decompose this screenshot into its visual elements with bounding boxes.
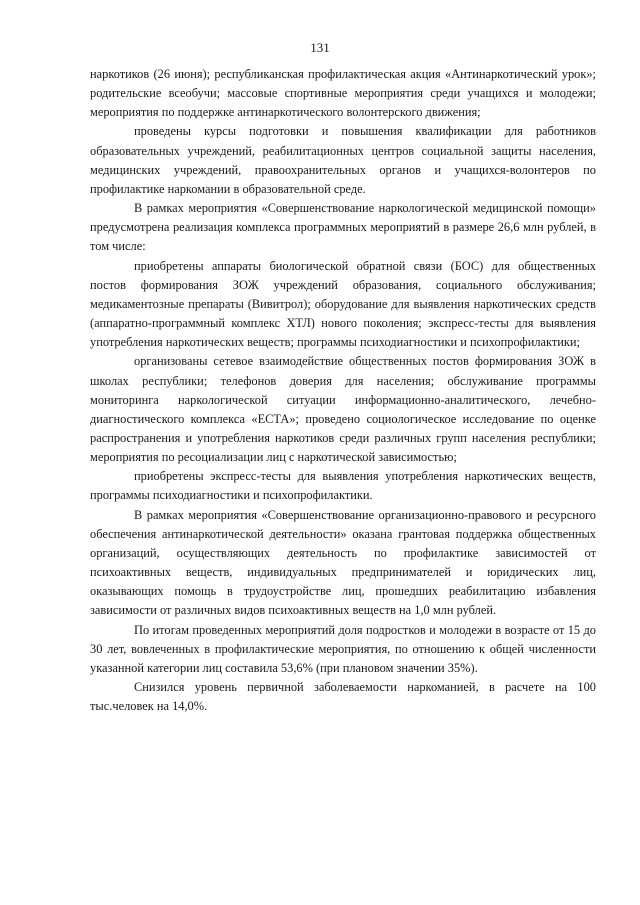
paragraph: Снизился уровень первичной заболеваемости наркоманией, в расчете на 100 тыс.человек на 14,0%. xyxy=(90,680,596,714)
paragraph: проведены курсы подготовки и повышения квалификации для работников образовательных учреждений, реабилитационных центров социальной защиты населения, медицинских учреждений, правоохранительных органов и учащихся-волонтеров по профилактике наркомании в образовательной среде. xyxy=(90,124,596,196)
page-number: 131 xyxy=(310,40,330,55)
paragraph: наркотиков (26 июня); республиканская профилактическая акция «Антинаркотический урок»; родительские всеобучи; массовые спортивные мероприятия среди учащихся и молодежи; мероприятия по поддержке антинаркотического волонтерского движения; xyxy=(90,67,596,120)
paragraph: организованы сетевое взаимодействие общественных постов формирования ЗОЖ в школах республики; телефонов доверия для населения; обслуживание программы мониторинга наркологической ситуации информационно-аналитического, лечебно-диагностического комплекса «ЕСТА»; проведено социологическое исследование по оценке распространения и употребления наркотиков среди различных групп населения республики; мероприятия по ресоциализации лиц с наркотической зависимостью; xyxy=(90,354,596,465)
paragraph: В рамках мероприятия «Совершенствование наркологической медицинской помощи» предусмотрена реализация комплекса программных мероприятий в размере 26,6 млн рублей, в том числе: xyxy=(90,201,596,254)
paragraph: приобретены экспресс-тесты для выявления употребления наркотических веществ, программы психодиагностики и психопрофилактики. xyxy=(90,469,596,503)
paragraph: приобретены аппараты биологической обратной связи (БОС) для общественных постов формирования ЗОЖ учреждений образования, социального обслуживания; медикаментозные препараты (Вивитрол); оборудование для выявления наркотических средств (аппаратно-программный комплекс ХТЛ) нового поколения; экспресс-тесты для выявления употребления наркотических веществ; программы психодиагностики и психопрофилактики; xyxy=(90,258,596,350)
paragraph: В рамках мероприятия «Совершенствование организационно-правового и ресурсного обеспечения антинаркотической деятельности» оказана грантовая поддержка общественных организаций, осуществляющих деятельность по профилактике зависимостей от психоактивных веществ, индивидуальных предпринимателей и юридических лиц, оказывающих помощь в трудоустройстве лиц, прошедших реабилитацию избавления зависимости от различных видов психоактивных веществ на 1,0 млн рублей. xyxy=(90,507,596,618)
document-body xyxy=(90,65,596,716)
paragraph: По итогам проведенных мероприятий доля подростков и молодежи в возрасте от 15 до 30 лет, вовлеченных в профилактические мероприятия, по отношению к общей численности указанной категории лиц составила 53,6% (при плановом значении 35%). xyxy=(90,622,596,675)
